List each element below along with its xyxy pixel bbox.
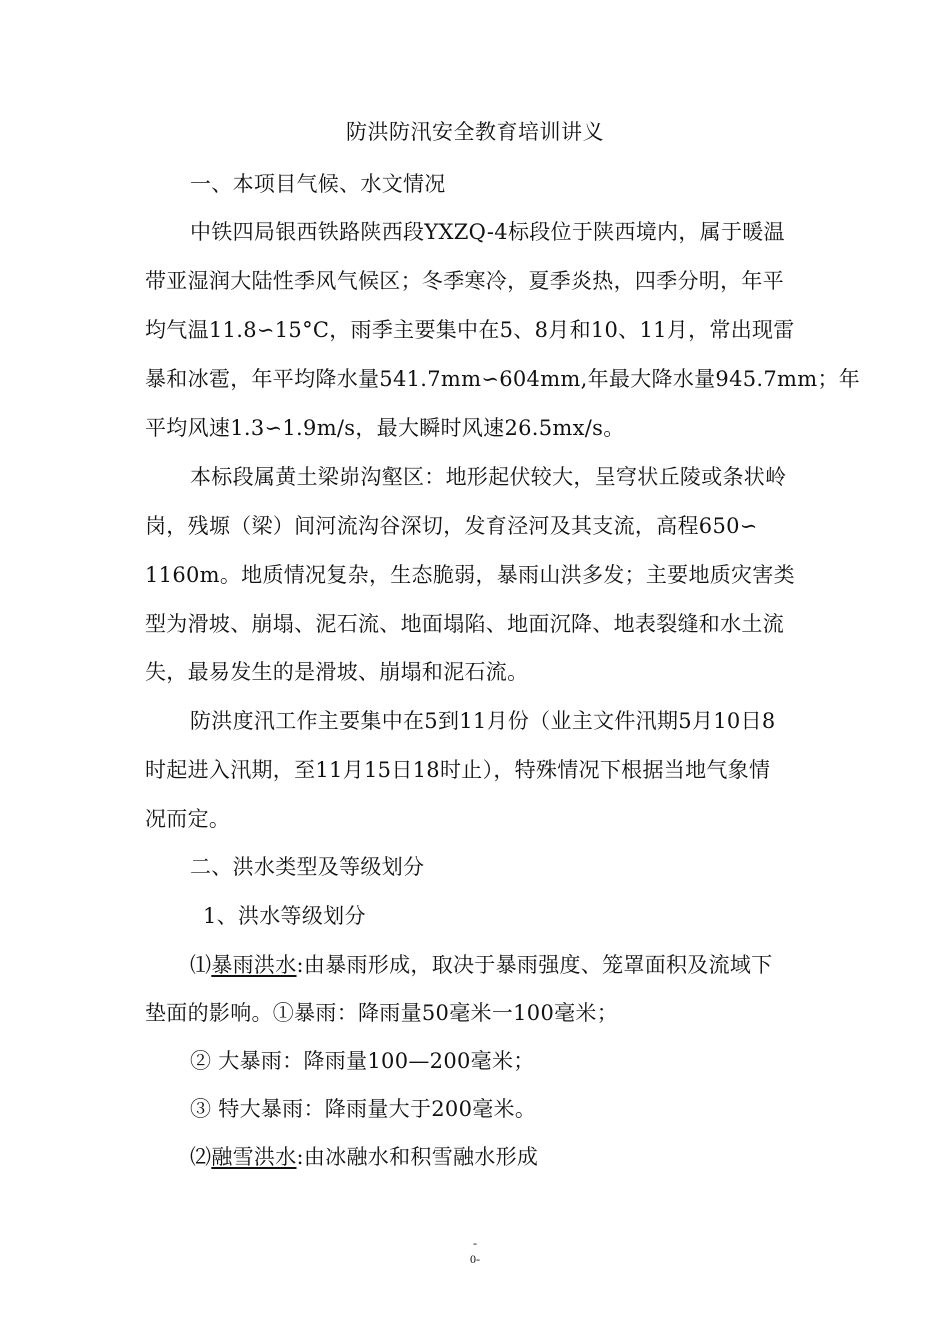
paragraph-2-line-2: 岗，残塬（梁）间河流沟谷深切，发育泾河及其支流，高程650∽ <box>145 514 758 538</box>
subsection-heading-1: 1、洪水等级划分 <box>203 904 366 928</box>
list-item-text: :由冰融水和积雪融水形成 <box>296 1145 539 1169</box>
paragraph-1-line-5: 平均风速1.3∽1.9m/s，最大瞬时风速26.5mx/s。 <box>145 416 625 440</box>
paragraph-2-line-3: 1160m。地质情况复杂，生态脆弱，暴雨山洪多发；主要地质灾害类 <box>145 563 795 587</box>
list-item-extreme-rain: ③ 特大暴雨：降雨量大于200毫米。 <box>190 1097 537 1121</box>
paragraph-2-line-1: 本标段属黄土梁峁沟壑区：地形起伏较大，呈穹状丘陵或条状岭 <box>190 465 787 489</box>
paragraph-2-line-5: 失，最易发生的是滑坡、崩塌和泥石流。 <box>145 660 529 684</box>
list-marker: ⑴ <box>190 953 212 977</box>
section-heading-1: 一、本项目气候、水文情况 <box>190 172 446 196</box>
footer-dash: - <box>473 1236 477 1250</box>
paragraph-1-line-1: 中铁四局银西铁路陕西段YXZQ-4标段位于陕西境内，属于暖温 <box>190 220 785 244</box>
list-item-text: :由暴雨形成，取决于暴雨强度、笼罩面积及流域下 <box>296 953 773 977</box>
paragraph-3-line-2: 时起进入汛期，至11月15日18时止），特殊情况下根据当地气象情 <box>145 758 771 782</box>
page-number: 0- <box>470 1252 480 1266</box>
term-rainstorm-flood: 暴雨洪水 <box>211 953 297 977</box>
list-item-heavy-rain: ② 大暴雨：降雨量100—200毫米； <box>190 1049 535 1073</box>
term-snowmelt-flood: 融雪洪水 <box>211 1145 297 1169</box>
paragraph-3-line-1: 防洪度汛工作主要集中在5到11月份（业主文件汛期5月10日8 <box>190 709 776 733</box>
paragraph-1-line-2: 带亚湿润大陆性季风气候区；冬季寒冷，夏季炎热，四季分明，年平 <box>145 269 784 293</box>
list-item-snowmelt-flood <box>190 1142 538 1172</box>
section-heading-2: 二、洪水类型及等级划分 <box>190 855 425 879</box>
paragraph-1-line-3: 均气温11.8∽15°C，雨季主要集中在5、8月和10、11月，常出现雷 <box>145 318 795 342</box>
paragraph-3-line-3: 况而定。 <box>145 807 231 831</box>
paragraph-2-line-4: 型为滑坡、崩塌、泥石流、地面塌陷、地面沉降、地表裂缝和水土流 <box>145 612 784 636</box>
list-item-rainstorm-line-2: 垫面的影响。①暴雨：降雨量50毫米一100毫米； <box>145 1001 619 1025</box>
list-item-rainstorm-flood <box>190 950 773 980</box>
paragraph-1-line-4: 暴和冰雹，年平均降水量541.7mm∽604mm,年最大降水量945.7mm；年 <box>145 367 861 391</box>
list-marker: ⑵ <box>190 1145 212 1169</box>
document-title: 防洪防汛安全教育培训讲义 <box>346 120 604 144</box>
